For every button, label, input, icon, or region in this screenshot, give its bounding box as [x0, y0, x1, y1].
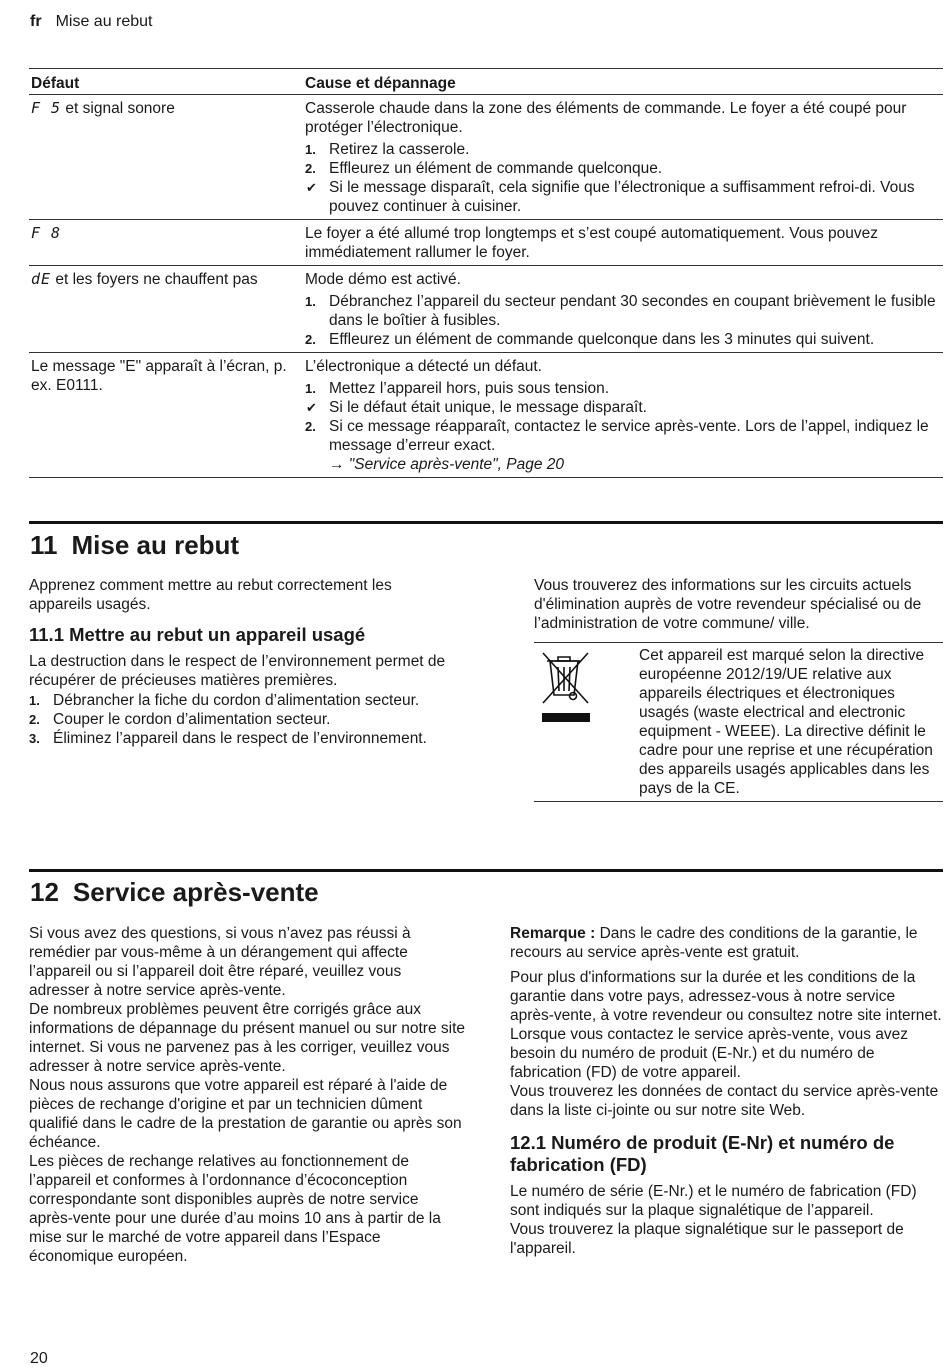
cause-cell — [304, 266, 943, 352]
table-row — [29, 95, 943, 220]
step-text: Si le défaut était unique, le message disparaît. — [329, 399, 647, 416]
step-text: Couper le cordon d’alimentation secteur. — [53, 711, 331, 728]
table-body — [29, 95, 943, 478]
step-item — [305, 417, 939, 455]
section-title: Mise au rebut — [71, 530, 240, 560]
column-header-cause: Cause et dépannage — [305, 75, 456, 92]
error-code: dE — [31, 270, 52, 288]
defect-text: Le message "E" apparaît à l’écran, p. ex. E0111. — [31, 358, 287, 394]
service-paragraph: Les pièces de rechange relatives au fonctionnement de l’appareil et conformes à l’ordonnance d’écoconception correspondante sont disponibles auprès de notre service après-vente pour une durée d’au moins 10 ans à partir de la mise sur le marché de votre appareil dans l’Espace économique européen. — [29, 1153, 441, 1265]
troubleshooting-table — [29, 68, 943, 478]
step-text: Si ce message réapparaît, contactez le service après-vente. Lors de l’appel, indiquez le message d’erreur exact. — [329, 418, 929, 454]
defect-cell — [29, 220, 304, 265]
step-item — [29, 729, 449, 748]
cause-cell — [304, 95, 943, 219]
cause-cell — [304, 353, 943, 477]
check-icon: ✔ — [306, 400, 317, 415]
crossed-out-wheelie-bin-icon — [538, 649, 598, 723]
result-item — [305, 178, 939, 216]
step-item — [305, 330, 939, 349]
step-number: 1. — [305, 142, 316, 157]
cause-text: Mode démo est activé. — [305, 271, 461, 288]
disposal-info-text: Vous trouverez des informations sur les circuits actuels d'élimination auprès de votre revendeur spécialisé ou de l’administration de votre commune/ ville. — [534, 577, 922, 632]
result-item — [305, 398, 939, 417]
table-row — [29, 220, 943, 266]
step-number: 2. — [305, 332, 316, 347]
defect-cell — [29, 95, 304, 219]
cause-cell — [304, 220, 943, 265]
service-paragraph: Si vous avez des questions, si vous n’avez pas réussi à remédier par vous-même à un dérangement qui affecte l’appareil ou si l’appareil doit être réparé, veuillez vous adresser à notre service après-vente. — [29, 925, 411, 999]
cause-text: L’électronique a détecté un défaut. — [305, 358, 542, 375]
step-number: 1. — [305, 381, 316, 396]
header-title: Mise au rebut — [55, 13, 153, 30]
step-item — [29, 691, 449, 710]
error-code: F 8 — [31, 224, 62, 242]
error-code: F 5 — [31, 99, 62, 117]
step-text: Débrancher la fiche du cordon d’alimentation secteur. — [53, 692, 420, 709]
language-code: fr — [30, 13, 42, 30]
warranty-note — [510, 924, 943, 962]
section-number: 12 — [30, 877, 59, 907]
weee-notice — [534, 642, 943, 802]
section-12-left-column — [29, 924, 465, 1266]
step-text: Éliminez l’appareil dans le respect de l’environnement. — [53, 730, 427, 747]
subsection-11-1-text: La destruction dans le respect de l’environnement permet de récupérer de précieuses matières premières. — [29, 653, 446, 689]
weee-text: Cet appareil est marqué selon la directive européenne 2012/19/UE relative aux appareils électriques et électroniques usagés (waste electrical and electronic equipment - WEEE). La directive définit le cadre pour une reprise et une récupération des appareils usagés applicables dans les pays de la CE. — [639, 647, 933, 797]
step-text: Débranchez l’appareil du secteur pendant 30 secondes en coupant brièvement le fusible dans le boîtier à fusibles. — [329, 293, 936, 329]
table-row — [29, 353, 943, 478]
defect-cell — [29, 353, 304, 477]
disposal-steps — [29, 691, 449, 748]
section-11-heading — [30, 530, 239, 560]
page-header — [30, 12, 153, 31]
step-number: 2. — [305, 419, 316, 434]
section-12-rule — [29, 869, 943, 872]
step-item — [305, 379, 939, 398]
service-paragraph: De nombreux problèmes peuvent être corrigés grâce aux informations de dépannage du présent manuel ou sur notre site internet. Si vous ne parvenez pas à les corriger, veuillez vous adresser à notre service après-vente. — [29, 1001, 466, 1075]
service-paragraph: Lorsque vous contactez le service après-vente, vous avez besoin du numéro de produit (E-Nr.) et du numéro de fabrication (FD) de votre appareil. — [510, 1026, 909, 1081]
service-paragraph: Nous nous assurons que votre appareil est réparé à l'aide de pièces de rechange d'origine et par un technicien dûment qualifié dans le cadre de la prestation de garantie ou après son échéance. — [29, 1077, 462, 1151]
step-text: Effleurez un élément de commande quelconque dans les 3 minutes qui suivent. — [329, 331, 875, 348]
step-text: Mettez l’appareil hors, puis sous tension. — [329, 380, 610, 397]
note-label: Remarque : — [510, 925, 596, 942]
section-11-intro: Apprenez comment mettre au rebut correctement les appareils usagés. — [29, 577, 392, 613]
section-12-right-column — [510, 924, 943, 1258]
section-11-left-column — [29, 576, 449, 748]
step-item — [305, 159, 939, 178]
table-header-row — [29, 69, 943, 95]
cross-reference-link[interactable]: → "Service après-vente", Page 20 — [329, 456, 565, 473]
note-text: Dans le cadre des conditions de la garantie, le recours au service après-vente est gratuit. — [510, 925, 918, 961]
service-paragraph: Vous trouverez la plaque signalétique sur le passeport de l'appareil. — [510, 1221, 904, 1257]
step-item — [29, 710, 449, 729]
section-12-heading — [30, 877, 319, 907]
section-number: 11 — [30, 530, 58, 560]
step-number: 3. — [29, 731, 40, 746]
subsection-11-1-title: 11.1 Mettre au rebut un appareil usagé — [29, 624, 366, 645]
step-text: Retirez la casserole. — [329, 141, 470, 158]
remedy-steps — [305, 292, 939, 349]
service-paragraph: Le numéro de série (E-Nr.) et le numéro de fabrication (FD) sont indiqués sur la plaque signalétique de l’appareil. — [510, 1183, 917, 1219]
step-number: 2. — [305, 161, 316, 176]
step-number: 1. — [305, 294, 316, 309]
step-number: 1. — [29, 693, 40, 708]
subsection-12-1-title: 12.1 Numéro de produit (E-Nr) et numéro de fabrication (FD) — [510, 1132, 895, 1175]
defect-cell — [29, 266, 304, 352]
step-text: Effleurez un élément de commande quelconque. — [329, 160, 663, 177]
defect-text: et les foyers ne chauffent pas — [51, 271, 258, 288]
defect-text: et signal sonore — [61, 100, 175, 117]
check-icon: ✔ — [306, 180, 317, 195]
remedy-steps — [305, 140, 939, 216]
step-item — [305, 292, 939, 330]
step-item — [305, 140, 939, 159]
step-text: Si le message disparaît, cela signifie que l’électronique a suffisamment refroi-di. Vous pouvez continuer à cuisiner. — [329, 179, 915, 215]
table-row — [29, 266, 943, 353]
service-paragraph: Pour plus d'informations sur la durée et les conditions de la garantie dans votre pays, adressez-vous à notre service après-vente, à votre revendeur ou consultez notre site internet. — [510, 969, 942, 1024]
column-header-defect: Défaut — [31, 75, 80, 92]
section-11-rule — [29, 521, 943, 524]
step-number: 2. — [29, 712, 40, 727]
weee-icon — [534, 643, 637, 801]
cause-text: Casserole chaude dans la zone des éléments de commande. Le foyer a été coupé pour protéger l’électronique. — [305, 100, 907, 136]
section-title: Service après-vente — [72, 877, 319, 907]
section-11-right-column — [534, 576, 943, 802]
remedy-steps — [305, 379, 939, 455]
service-paragraph: Vous trouverez les données de contact du service après-vente dans la liste ci-jointe ou sur notre site Web. — [510, 1083, 939, 1119]
cause-text: Le foyer a été allumé trop longtemps et s’est coupé automatiquement. Vous pouvez immédiatement rallumer le foyer. — [305, 225, 878, 261]
page-number: 20 — [30, 1350, 48, 1367]
